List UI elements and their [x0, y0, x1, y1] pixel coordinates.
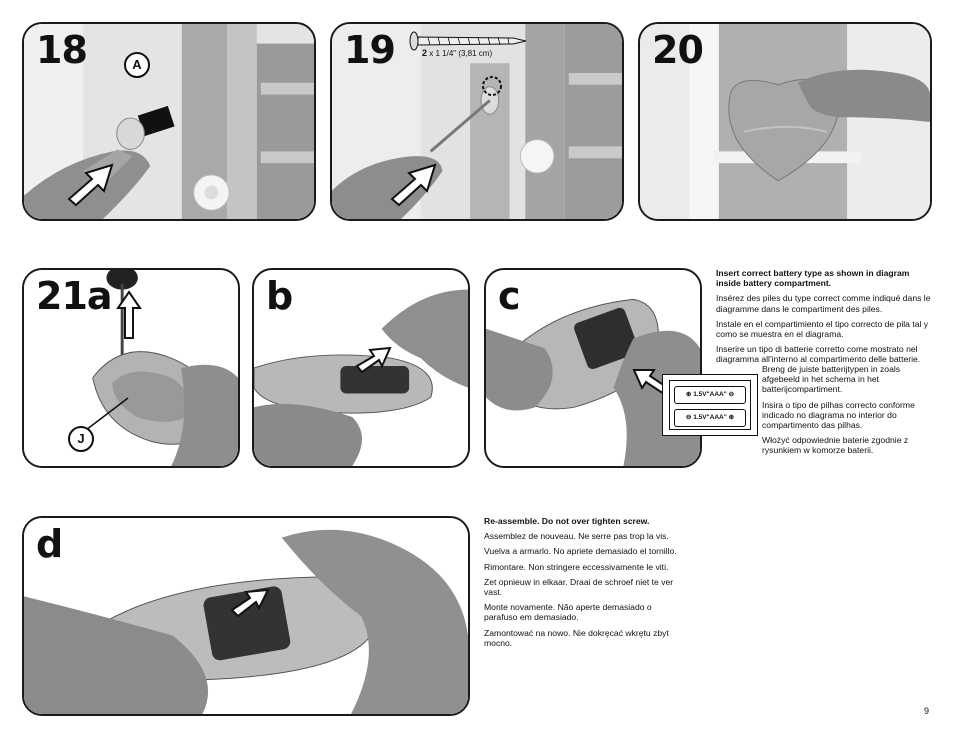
page-number: 9	[924, 706, 930, 716]
reassemble-instructions	[484, 516, 684, 653]
reassemble-text-it: Rimontare. Non stringere eccessivamente le viti.	[484, 561, 669, 572]
screw-spec	[422, 48, 492, 58]
step-number: d	[36, 522, 63, 566]
arrow-up-icon	[116, 290, 142, 340]
leader-line	[82, 394, 132, 434]
battery-instructions-right	[762, 364, 934, 461]
step-number: c	[498, 274, 520, 318]
screw-size: x 1 1/4" (3,81 cm)	[429, 49, 493, 58]
battery-text-nl: Breng de juiste batterijtypen in zoals afgebeeld in het schema in het batterijcompartiment.	[762, 364, 901, 395]
reassemble-heading: Re-assemble. Do not over tighten screw.	[484, 516, 650, 526]
panel-step-b	[252, 268, 470, 468]
battery-compartment	[669, 380, 751, 430]
battery-label-1: ⊕ 1.5V"AAA" ⊖	[674, 386, 746, 404]
panel-step-d	[22, 516, 470, 716]
reassemble-text-pt: Monte novamente. Não aperte demasiado o parafuso em demasiado.	[484, 602, 652, 623]
reassemble-text-fr: Assemblez de nouveau. Ne serre pas trop la vis.	[484, 531, 669, 542]
arrow-icon	[64, 159, 124, 209]
reassemble-text-pl: Zamontować na nowo. Nie dokręcać wkrętu zbyt mocno.	[484, 627, 669, 648]
battery-heading: Insert correct battery type as shown in diagram inside battery compartment.	[716, 268, 910, 289]
battery-label-2: ⊖ 1.5V"AAA" ⊕	[674, 409, 746, 427]
panel-step-21a	[22, 268, 240, 468]
arrow-icon	[354, 342, 394, 374]
reassemble-text-es: Vuelva a armarlo. No apriete demasiado el tornillo.	[484, 546, 677, 557]
reassemble-text-nl: Zet opnieuw in elkaar. Draai de schroef niet te ver vast.	[484, 576, 674, 598]
battery-text-fr: Insérez des piles du type correct comme indiqué dans le diagramme dans le compartiment des piles.	[716, 293, 931, 314]
screw-quantity: 2	[422, 48, 428, 58]
panel-step-20	[638, 22, 932, 221]
callout-a: A	[124, 52, 150, 78]
arrow-icon	[387, 159, 447, 209]
step-number: 20	[652, 28, 703, 72]
battery-text-it: Inserire un tipo di batterie corretto come mostrato nel diagramma all'interno al compartimento delle batterie.	[716, 344, 921, 365]
step-number: 19	[344, 28, 395, 72]
battery-diagram	[662, 374, 758, 436]
battery-voltage-2: 1.5V"AAA"	[693, 414, 727, 421]
panel-step-19	[330, 22, 624, 221]
battery-instructions	[716, 268, 936, 370]
step-number: b	[266, 274, 293, 318]
battery-text-pt: Insira o tipo de pilhas correcto conforme indicado no diagrama no interior do compartimento das pilhas.	[762, 399, 915, 431]
battery-text-es: Instale en el compartimiento el tipo correcto de pila tal y como se muestra en el diagrama.	[716, 318, 929, 340]
step-number: 21a	[36, 274, 112, 318]
panel-step-c	[484, 268, 702, 468]
target-hole-icon	[480, 74, 504, 98]
battery-voltage-1: 1.5V"AAA"	[693, 391, 727, 398]
arrow-icon	[228, 586, 272, 618]
step-number: 18	[36, 28, 87, 72]
panel-step-18	[22, 22, 316, 221]
callout-j: J	[68, 426, 94, 452]
battery-text-pl: Włożyć odpowiednie baterie zgodnie z rysunkiem w komorze baterii.	[762, 435, 909, 456]
